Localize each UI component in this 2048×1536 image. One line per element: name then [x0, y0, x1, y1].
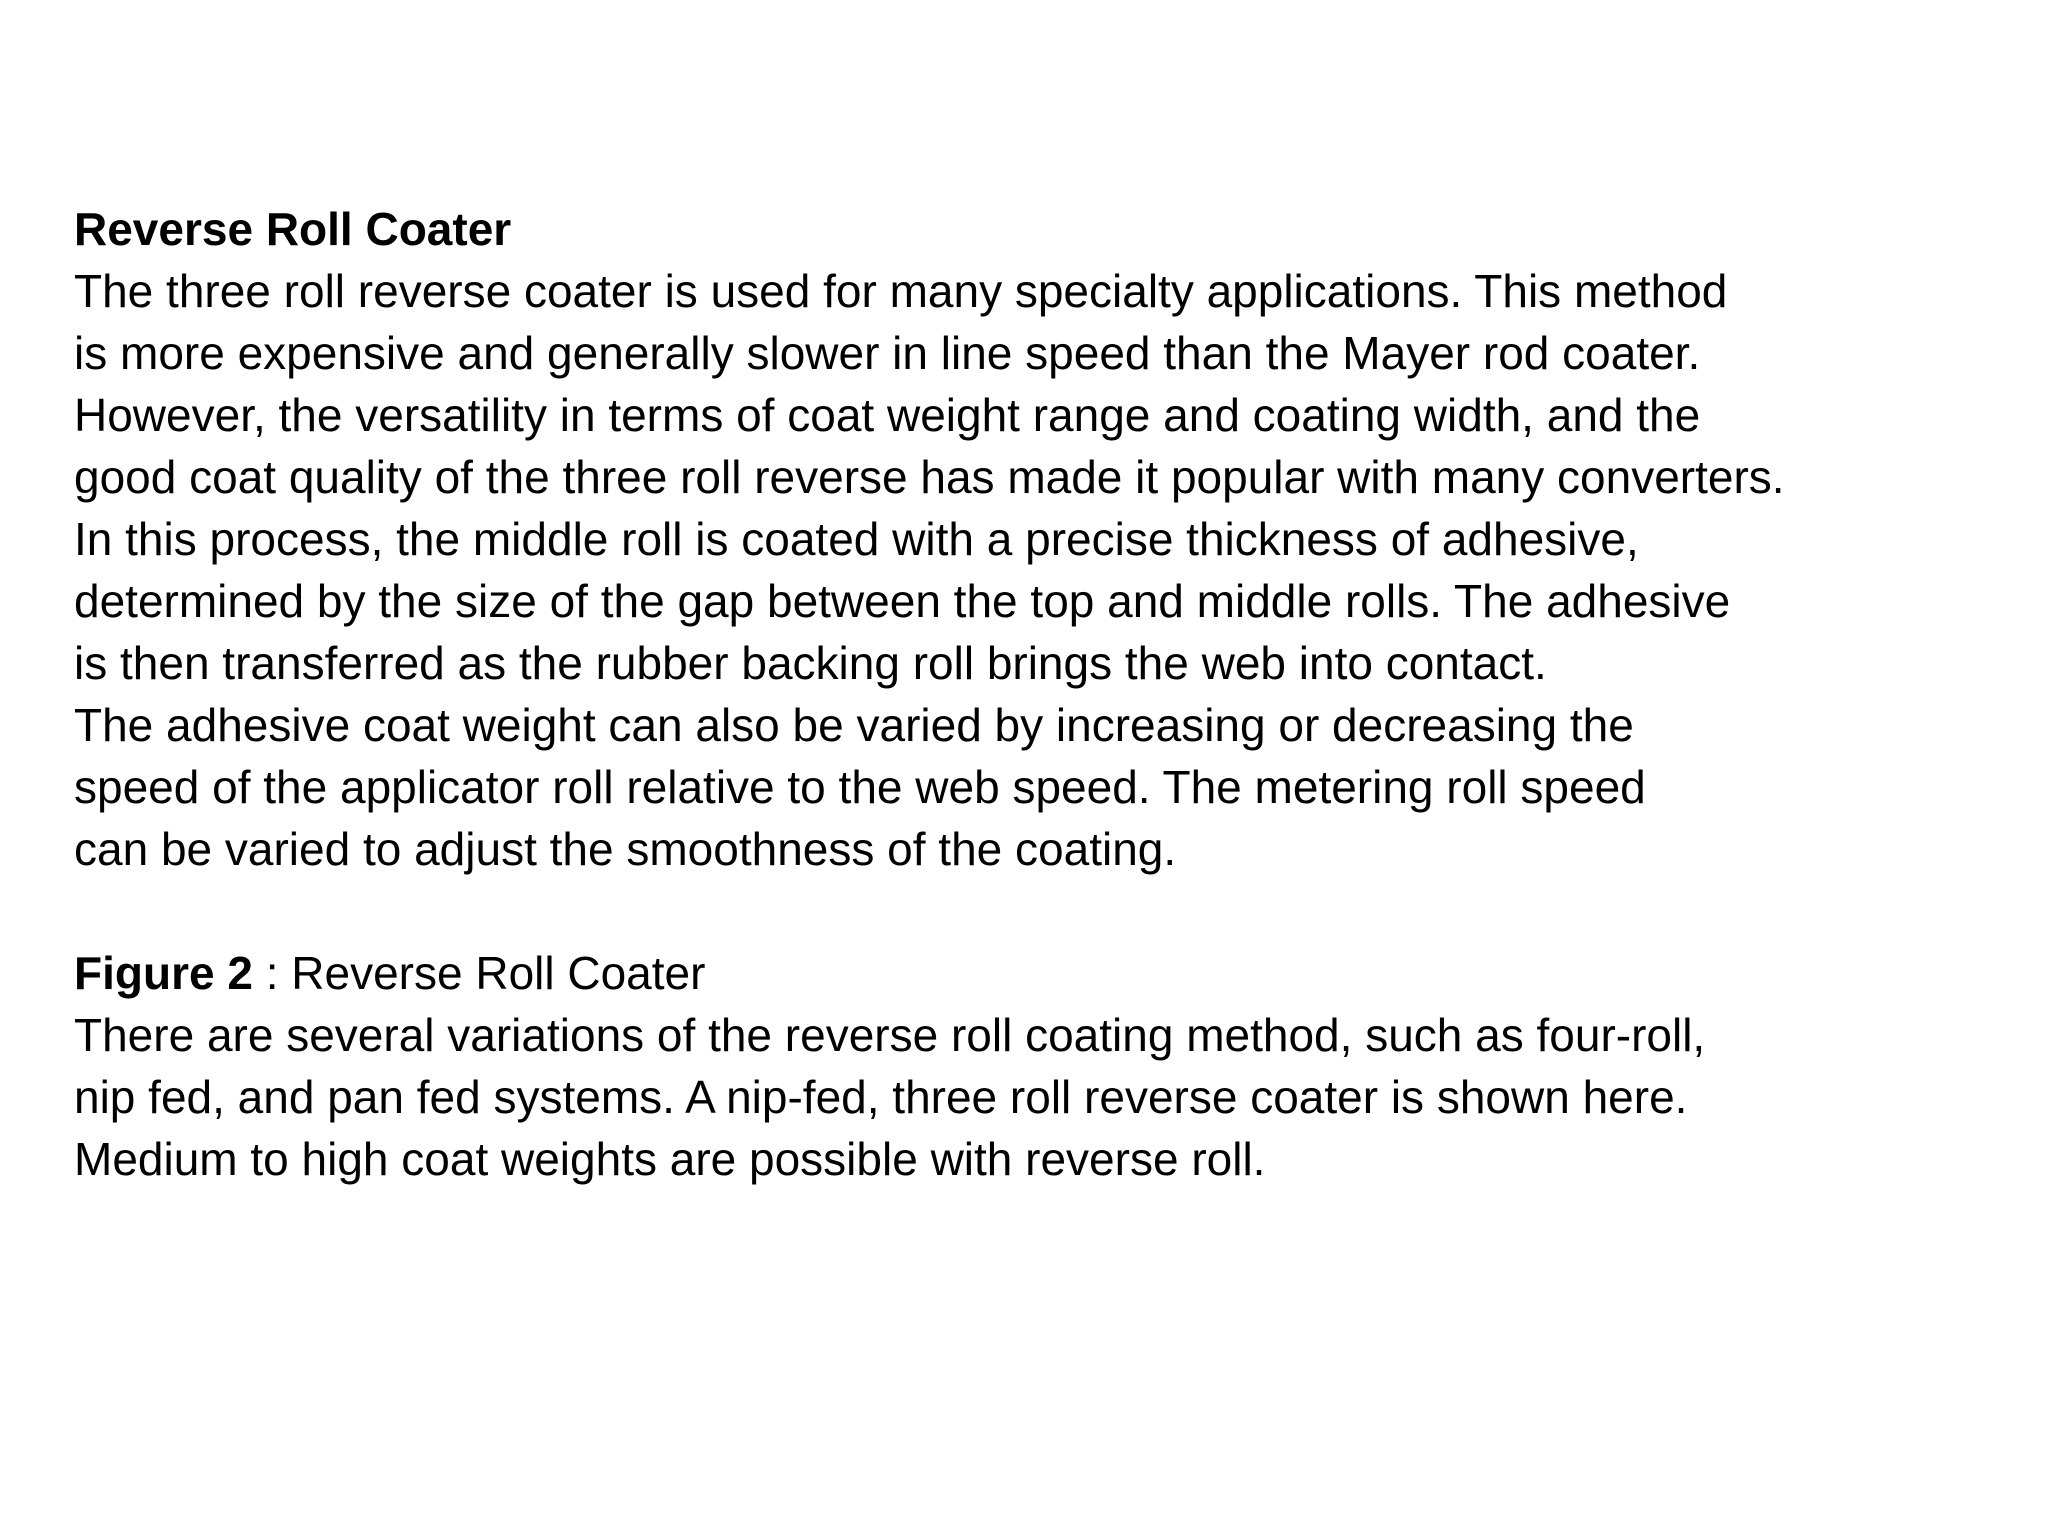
body-line: In this process, the middle roll is coated with a precise thickness of adhesive,	[74, 513, 1639, 565]
body-line: The adhesive coat weight can also be varied by increasing or decreasing the	[74, 699, 1634, 751]
body-line: The three roll reverse coater is used for many specialty applications. This method	[74, 265, 1728, 317]
body-line: There are several variations of the reverse roll coating method, such as four-roll,	[74, 1009, 1706, 1061]
body-line: determined by the size of the gap between the top and middle rolls. The adhesive	[74, 575, 1731, 627]
body-line: Medium to high coat weights are possible with reverse roll.	[74, 1133, 1266, 1185]
body-line: nip fed, and pan fed systems. A nip-fed, three roll reverse coater is shown here.	[74, 1071, 1688, 1123]
paragraph-spacer	[74, 880, 2034, 942]
body-line: can be varied to adjust the smoothness of the coating.	[74, 823, 1177, 875]
figure-label: Figure 2	[74, 947, 253, 999]
figure-caption-text: : Reverse Roll Coater	[252, 947, 706, 999]
body-line: good coat quality of the three roll reverse has made it popular with many converters.	[74, 451, 1785, 503]
section-heading: Reverse Roll Coater	[74, 203, 512, 255]
body-line: is then transferred as the rubber backing roll brings the web into contact.	[74, 637, 1547, 689]
body-line: However, the versatility in terms of coat weight range and coating width, and the	[74, 389, 1701, 441]
document-body	[74, 198, 2034, 1190]
body-line: is more expensive and generally slower in line speed than the Mayer rod coater.	[74, 327, 1701, 379]
body-line: speed of the applicator roll relative to the web speed. The metering roll speed	[74, 761, 1646, 813]
figure-caption	[74, 942, 2034, 1004]
